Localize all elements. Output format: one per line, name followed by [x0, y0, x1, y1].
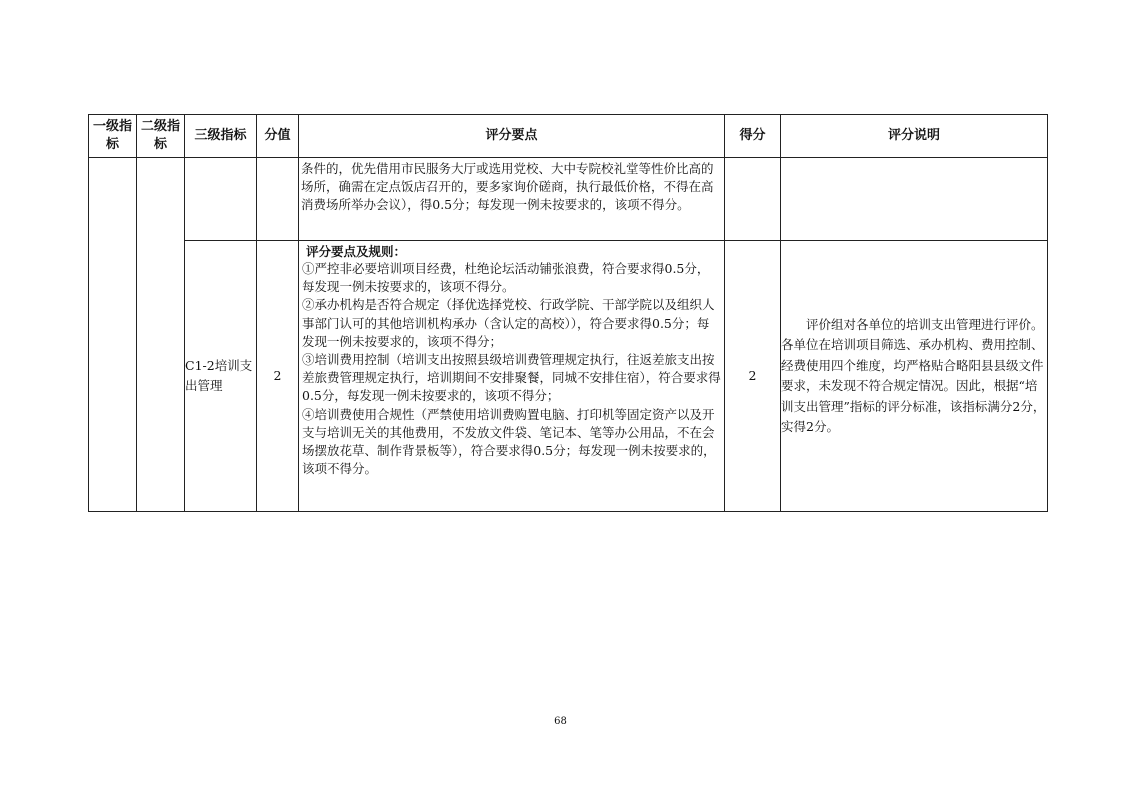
header-score: 得分	[725, 115, 781, 158]
page-number: 68	[554, 716, 567, 727]
header-row	[89, 115, 1048, 158]
explanation-cell-empty	[781, 158, 1048, 241]
points-item-2: ②承办机构是否符合规定（择优选择党校、行政学院、干部学院以及组织人事部门认可的其他培训机构承办（含认定的高校）），符合要求得0.5分；每发现一例未按要求的，该项不得分；	[302, 297, 715, 349]
evaluation-table	[88, 114, 1048, 512]
header-level3: 三级指标	[185, 115, 257, 158]
level1-cell	[89, 158, 137, 512]
points-item-1: ①严控非必要培训项目经费，杜绝论坛活动铺张浪费，符合要求得0.5分，每发现一例未按要求的，该项不得分。	[302, 261, 710, 295]
score-value-cell-empty	[257, 158, 299, 241]
header-score-value: 分值	[257, 115, 299, 158]
points-heading: 评分要点及规则：	[306, 244, 407, 259]
header-level1: 一级指标	[89, 115, 137, 158]
table-row-c1-2	[89, 241, 1048, 512]
header-explanation: 评分说明	[781, 115, 1048, 158]
points-cell-continued	[299, 158, 725, 241]
points-cell	[299, 241, 725, 512]
explanation-cell: 评价组对各单位的培训支出管理进行评价。各单位在培训项目筛选、承办机构、费用控制、经费使用四个维度，均严格贴合略阳县县级文件要求，未发现不符合规定情况。因此，根据“培训支出管理”指标的评分标准，该指标满分2分，实得2分。	[781, 241, 1048, 512]
points-item-4: ④培训费使用合规性（严禁使用培训费购置电脑、打印机等固定资产以及开支与培训无关的其他费用，不发放文件袋、笔记本、笔等办公用品，不在会场摆放花草、制作背景板等），符合要求得0.5分；每发现一例未按要求的，该项不得分。	[302, 406, 716, 477]
header-scoring-points: 评分要点	[299, 115, 725, 158]
indicator-cell: C1-2培训支出管理	[185, 241, 257, 512]
points-item-3: ③培训费用控制（培训支出按照县级培训费管理规定执行，往返差旅支出按差旅费管理规定执行，培训期间不安排聚餐，同城不安排住宿），符合要求得0.5分，每发现一例未按要求的，该项不得分；	[302, 352, 721, 404]
score-value-cell: 2	[257, 241, 299, 512]
points-continued-text: 条件的，优先借用市民服务大厅或选用党校、大中专院校礼堂等性价比高的场所，确需在定点饭店召开的，要多家询价磋商，执行最低价格，不得在高消费场所举办会议），得0.5分；每发现一例未按要求的，该项不得分。	[301, 161, 714, 213]
header-level2: 二级指标	[137, 115, 185, 158]
score-cell-empty	[725, 158, 781, 241]
score-cell: 2	[725, 241, 781, 512]
table-row-continued	[89, 158, 1048, 241]
level3-cell-empty	[185, 158, 257, 241]
level2-cell	[137, 158, 185, 512]
